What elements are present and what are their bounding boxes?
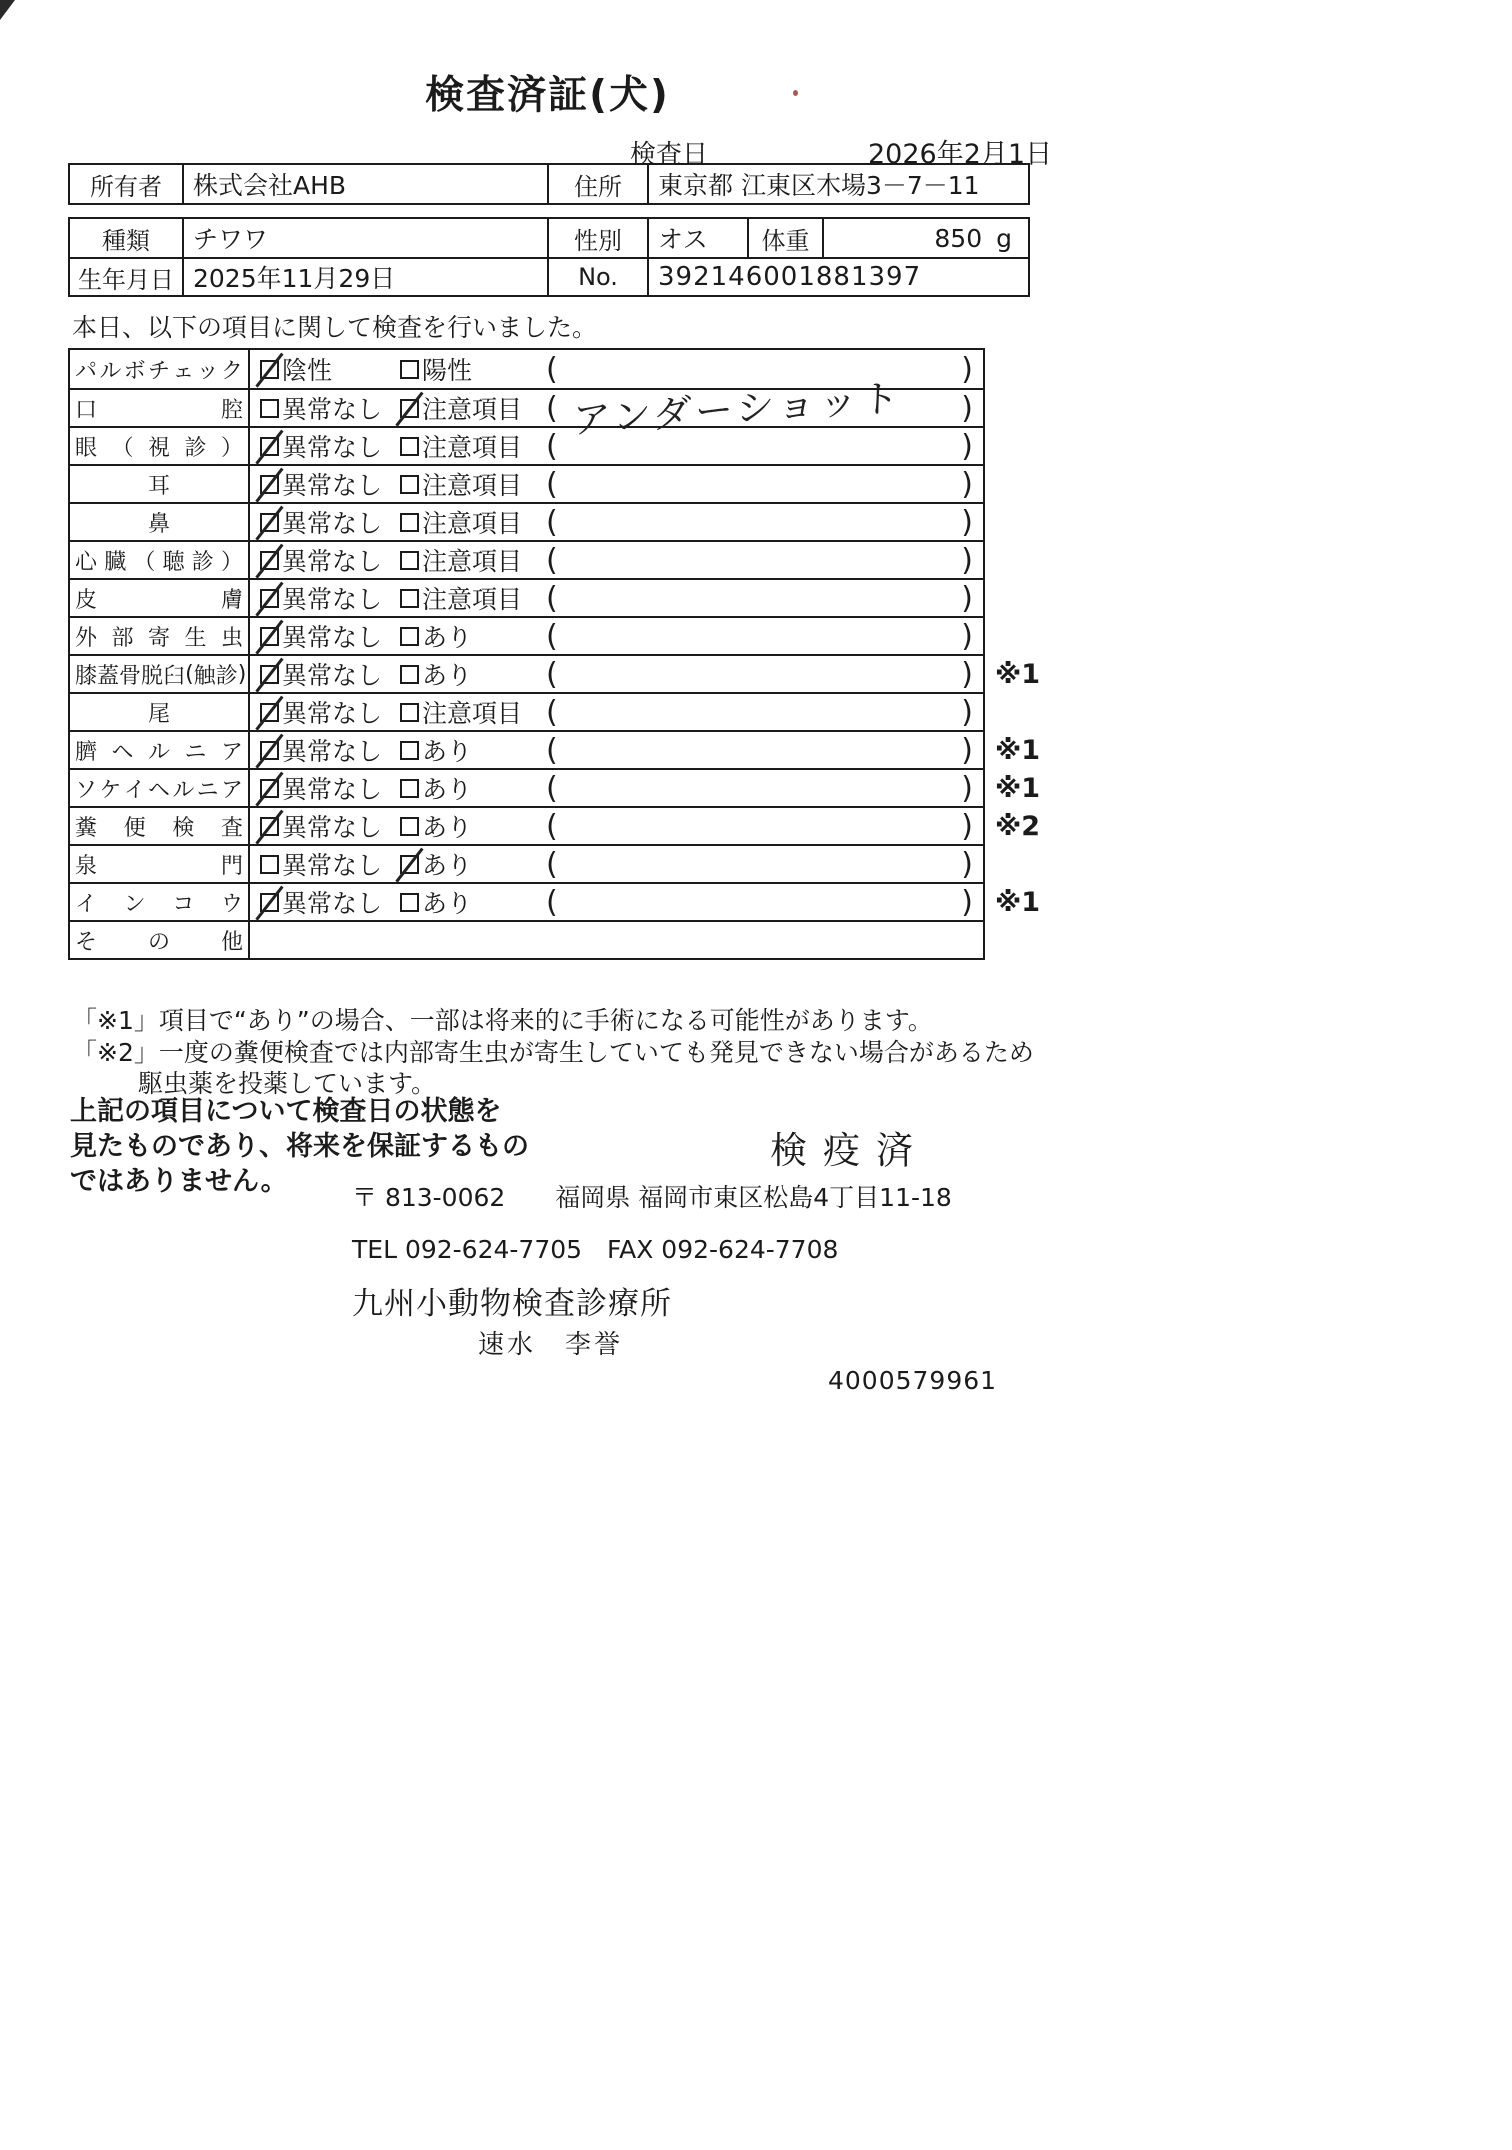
sex-label: 性別 <box>547 219 647 257</box>
inspection-row-nose <box>70 502 983 540</box>
close-paren: ) <box>961 390 973 426</box>
inspection-row-parasites <box>70 616 983 654</box>
checkbox-caution[interactable] <box>400 551 419 570</box>
row-body <box>250 580 983 616</box>
checkbox-normal[interactable] <box>260 893 279 912</box>
inspection-table <box>68 348 1041 960</box>
option-label: 異常なし <box>282 661 383 690</box>
breed-label: 種類 <box>102 226 150 255</box>
item-label: 口 腔 <box>70 390 250 426</box>
birth-row <box>70 257 1028 295</box>
close-paren: ) <box>961 580 973 616</box>
checkbox-present[interactable] <box>400 779 419 798</box>
item-label: パ ル ボ チ ェ ッ ク <box>70 350 250 388</box>
close-paren: ) <box>961 351 973 387</box>
checkbox-present[interactable] <box>400 893 419 912</box>
option-caution <box>400 694 522 730</box>
option-normal <box>260 542 382 578</box>
item-label: 外 部 寄 生 虫 <box>70 618 250 654</box>
footnote-1: 「※1」項目で“あり”の場合、一部は将来的に手術になる可能性があります。 <box>72 1006 933 1035</box>
close-paren: ) <box>961 694 973 730</box>
disclaimer-line-1: 上記の項目について検査日の状態を <box>70 1096 502 1127</box>
item-label: 心 臓 （ 聴 診 ） <box>70 542 250 578</box>
owner-value: 株式会社AHB <box>182 165 547 203</box>
checkbox-normal[interactable] <box>260 589 279 608</box>
option-normal <box>260 770 382 806</box>
inspection-row-umbilical-hernia <box>70 730 1041 768</box>
open-paren: ( <box>546 580 558 616</box>
close-paren: ) <box>961 732 973 768</box>
option-positive <box>400 350 472 388</box>
item-label: 皮 膚 <box>70 580 250 616</box>
open-paren: ( <box>546 428 558 464</box>
weight-value <box>822 219 1028 257</box>
inspection-row-ears <box>70 464 983 502</box>
footnote-2: 「※2」一度の糞便検査では内部寄生虫が寄生していても発見できない場合があるため <box>72 1038 1034 1067</box>
option-normal <box>260 884 382 920</box>
page-title: 検査済証(犬) <box>425 73 670 118</box>
checkbox-normal[interactable] <box>260 437 279 456</box>
checkbox-normal[interactable] <box>260 817 279 836</box>
item-label: 膝 蓋 骨 脱 臼 ( 触 診 ) <box>70 656 250 692</box>
item-label: ソ ケ イ ヘ ル ニ ア <box>70 770 250 806</box>
quarantine-stamp: 検疫済 <box>770 1129 929 1172</box>
option-label: 異常なし <box>282 699 383 728</box>
weight-label: 体重 <box>747 219 822 257</box>
open-paren: ( <box>546 884 558 920</box>
row-body <box>250 504 983 540</box>
checkbox-caution[interactable] <box>400 399 419 418</box>
option-normal <box>260 504 382 540</box>
number-label: No. <box>547 259 647 295</box>
veterinarian-name: 速水 李誉 <box>478 1330 624 1360</box>
option-present <box>400 732 472 768</box>
clinic-name: 九州小動物検査診療所 <box>352 1286 672 1322</box>
inspection-row-other <box>70 920 983 958</box>
weight-number: 850 <box>934 223 983 253</box>
open-paren: ( <box>546 504 558 540</box>
row-body <box>250 808 983 844</box>
inspection-row-fecal-exam <box>70 806 1041 844</box>
sex-value: オス <box>647 219 747 257</box>
option-caution <box>400 580 522 616</box>
open-paren: ( <box>546 656 558 692</box>
checkbox-caution[interactable] <box>400 513 419 532</box>
option-negative <box>260 350 332 388</box>
open-paren: ( <box>546 351 558 387</box>
option-label: 注意項目 <box>422 395 523 424</box>
option-label: あり <box>422 813 473 842</box>
option-present <box>400 618 472 654</box>
checkbox-normal[interactable] <box>260 513 279 532</box>
option-present <box>400 808 472 844</box>
checkbox-present[interactable] <box>400 855 419 874</box>
row-body <box>250 656 983 692</box>
open-paren: ( <box>546 732 558 768</box>
clinic-phone: TEL 092-624-7705 FAX 092-624-7708 <box>352 1235 839 1264</box>
weight-unit: g <box>996 223 1012 253</box>
option-caution <box>400 390 522 426</box>
remark-handwritten: アンダーショット <box>571 375 904 443</box>
footnote-mark: ※1 <box>995 772 1041 804</box>
item-label: イ ン コ ウ <box>70 884 250 920</box>
item-label: 耳 <box>70 466 250 502</box>
option-label: 陰性 <box>282 356 333 385</box>
checkbox-normal[interactable] <box>260 627 279 646</box>
open-paren: ( <box>546 542 558 578</box>
footnote-mark: ※1 <box>995 658 1041 690</box>
option-caution <box>400 466 522 502</box>
checkbox-normal[interactable] <box>260 475 279 494</box>
option-label: 異常なし <box>282 433 383 462</box>
row-body <box>250 846 983 882</box>
checkbox-caution[interactable] <box>400 703 419 722</box>
row-body <box>250 922 983 958</box>
close-paren: ) <box>961 542 973 578</box>
serial-number: 4000579961 <box>828 1366 998 1395</box>
inspection-row-eyes <box>70 426 983 464</box>
option-label: 注意項目 <box>422 547 523 576</box>
footnote-mark: ※1 <box>995 734 1041 766</box>
option-label: 異常なし <box>282 585 383 614</box>
option-present <box>400 656 472 692</box>
birthdate-value: 2025年11月29日 <box>182 259 547 295</box>
option-normal <box>260 732 382 768</box>
birthdate-label: 生年月日 <box>78 265 174 294</box>
open-paren: ( <box>546 466 558 502</box>
option-label: あり <box>422 661 473 690</box>
checkbox-normal[interactable] <box>260 665 279 684</box>
item-label: 糞 便 検 査 <box>70 808 250 844</box>
item-label: 臍 ヘ ル ニ ア <box>70 732 250 768</box>
row-body <box>250 542 983 578</box>
inspection-row-tail <box>70 692 983 730</box>
animal-table <box>68 217 1030 297</box>
checkbox-caution[interactable] <box>400 437 419 456</box>
owner-label: 所有者 <box>90 172 162 201</box>
option-label: 異常なし <box>282 775 383 804</box>
row-body <box>250 770 983 806</box>
item-label: そ の 他 <box>70 922 250 958</box>
option-normal <box>260 808 382 844</box>
open-paren: ( <box>546 770 558 806</box>
option-normal <box>260 694 382 730</box>
option-label: 異常なし <box>282 623 383 652</box>
inspection-row-skin <box>70 578 983 616</box>
option-normal <box>260 580 382 616</box>
breed-value: チワワ <box>182 219 547 257</box>
option-label: 異常なし <box>282 547 383 576</box>
option-normal <box>260 618 382 654</box>
item-label: 眼 （ 視 診 ） <box>70 428 250 464</box>
intro-text: 本日、以下の項目に関して検査を行いました。 <box>72 313 598 342</box>
owner-row <box>70 165 1028 203</box>
close-paren: ) <box>961 504 973 540</box>
inspection-row-patella <box>70 654 1041 692</box>
close-paren: ) <box>961 466 973 502</box>
address-label: 住所 <box>547 165 647 203</box>
footnote-mark: ※2 <box>995 810 1041 842</box>
number-value: 392146001881397 <box>647 259 1028 295</box>
inspection-row-heart <box>70 540 983 578</box>
option-label: 異常なし <box>282 737 383 766</box>
checkbox-normal[interactable] <box>260 855 279 874</box>
footnote-2-continued: 駆虫薬を投薬しています。 <box>138 1069 437 1098</box>
option-present <box>400 884 472 920</box>
checkbox-present[interactable] <box>400 817 419 836</box>
close-paren: ) <box>961 884 973 920</box>
item-label: 泉 門 <box>70 846 250 882</box>
option-caution <box>400 542 522 578</box>
row-body <box>250 466 983 502</box>
option-present <box>400 846 472 882</box>
checkbox-normal[interactable] <box>260 741 279 760</box>
owner-table <box>68 163 1030 205</box>
open-paren: ( <box>546 390 558 426</box>
footnote-mark: ※1 <box>995 886 1041 918</box>
option-caution <box>400 504 522 540</box>
option-normal <box>260 846 382 882</box>
close-paren: ) <box>961 770 973 806</box>
close-paren: ) <box>961 618 973 654</box>
clinic-address: 〒 813-0062 福岡県 福岡市東区松島4丁目11-18 <box>352 1183 952 1212</box>
scan-artifact-corner <box>0 0 15 20</box>
option-label: 注意項目 <box>422 433 523 462</box>
option-label: 陽性 <box>422 356 473 385</box>
inspection-row-mouth <box>70 375 983 443</box>
row-body <box>250 618 983 654</box>
checkbox-positive[interactable] <box>400 360 419 379</box>
row-body <box>250 884 983 920</box>
option-present <box>400 770 472 806</box>
inspection-row-inguinal-hernia <box>70 768 1041 806</box>
option-normal <box>260 390 382 426</box>
checkbox-normal[interactable] <box>260 551 279 570</box>
checkbox-caution[interactable] <box>400 589 419 608</box>
option-label: 注意項目 <box>422 699 523 728</box>
option-normal <box>260 656 382 692</box>
option-label: 異常なし <box>282 813 383 842</box>
option-label: 異常なし <box>282 889 383 918</box>
row-body <box>250 375 983 443</box>
inspection-date-value: 2026年2月1日 <box>868 139 1053 170</box>
option-label: あり <box>422 623 473 652</box>
open-paren: ( <box>546 808 558 844</box>
close-paren: ) <box>961 846 973 882</box>
checkbox-present[interactable] <box>400 627 419 646</box>
address-value: 東京都 江東区木場3－7－11 <box>647 165 1028 203</box>
item-label: 鼻 <box>70 504 250 540</box>
checkbox-normal[interactable] <box>260 779 279 798</box>
option-label: 異常なし <box>282 395 383 424</box>
option-label: 異常なし <box>282 509 383 538</box>
row-body <box>250 694 983 730</box>
checkbox-normal[interactable] <box>260 399 279 418</box>
inspection-date-label: 検査日 <box>630 140 709 170</box>
open-paren: ( <box>546 694 558 730</box>
inspection-row-inkou <box>70 882 1041 920</box>
open-paren: ( <box>546 846 558 882</box>
option-label: 注意項目 <box>422 509 523 538</box>
option-label: あり <box>422 737 473 766</box>
option-label: 注意項目 <box>422 471 523 500</box>
checkbox-caution[interactable] <box>400 475 419 494</box>
option-label: 注意項目 <box>422 585 523 614</box>
close-paren: ) <box>961 808 973 844</box>
option-label: あり <box>422 851 473 880</box>
close-paren: ) <box>961 428 973 464</box>
close-paren: ) <box>961 656 973 692</box>
option-label: あり <box>422 775 473 804</box>
breed-row <box>70 219 1028 257</box>
checkbox-negative[interactable] <box>260 360 279 379</box>
option-normal <box>260 466 382 502</box>
checkbox-present[interactable] <box>400 665 419 684</box>
option-normal <box>260 428 382 464</box>
disclaimer-line-2: 見たものであり、将来を保証するもの <box>70 1131 529 1162</box>
checkbox-present[interactable] <box>400 741 419 760</box>
row-body <box>250 732 983 768</box>
option-caution <box>400 428 522 464</box>
option-label: 異常なし <box>282 471 383 500</box>
option-label: 異常なし <box>282 851 383 880</box>
checkbox-normal[interactable] <box>260 703 279 722</box>
open-paren: ( <box>546 618 558 654</box>
item-label: 尾 <box>70 694 250 730</box>
option-label: あり <box>422 889 473 918</box>
inspection-row-fontanelle <box>70 844 983 882</box>
disclaimer-line-3: ではありません。 <box>70 1166 288 1197</box>
